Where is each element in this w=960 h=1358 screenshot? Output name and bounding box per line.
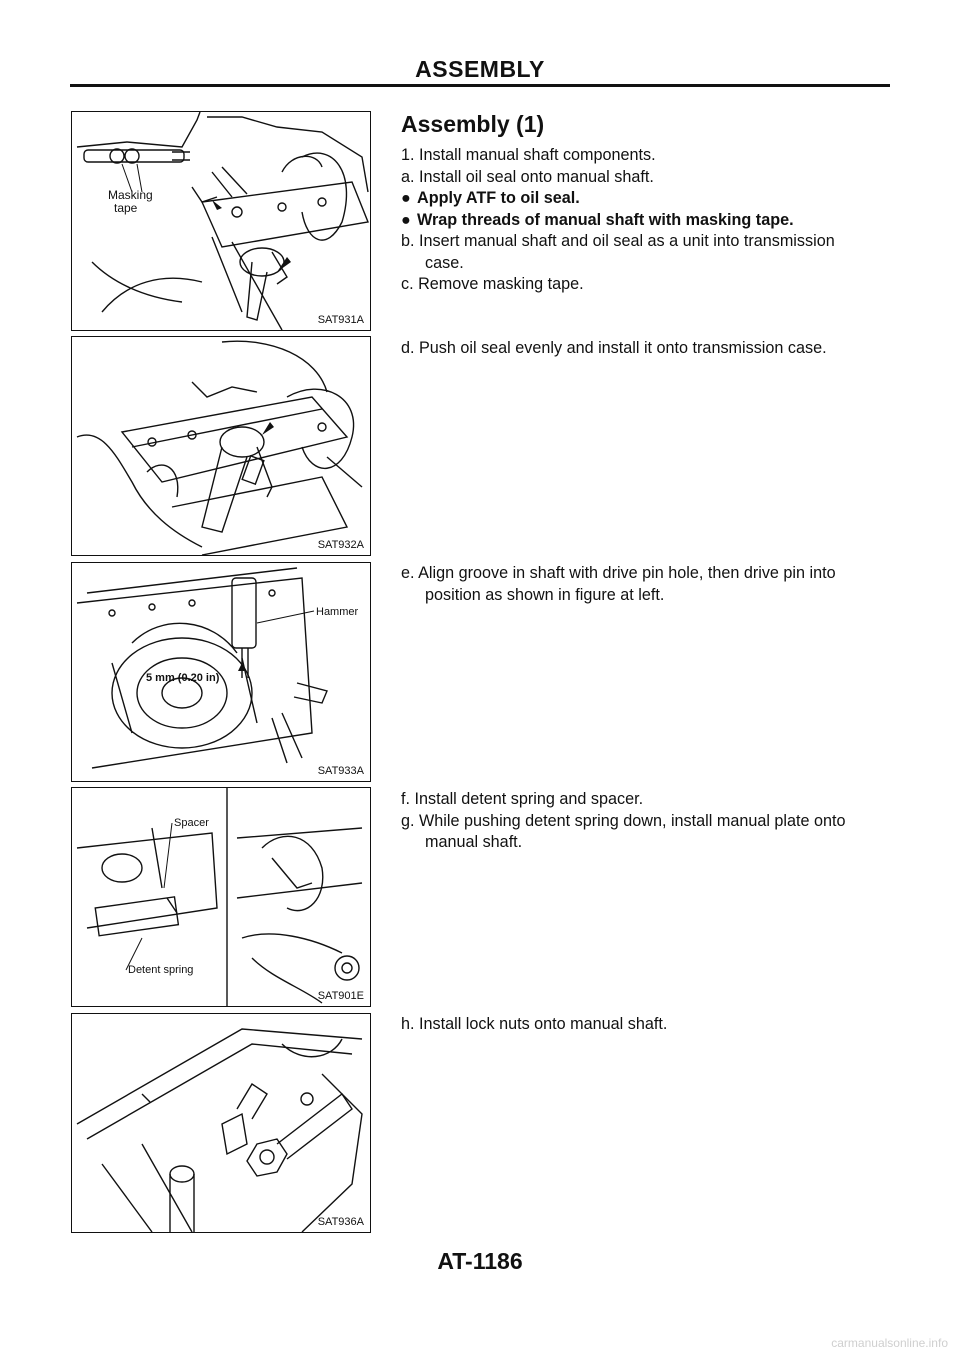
bullet-icon: ● (401, 210, 411, 229)
step-1b: b. Insert manual shaft and oil seal as a unit into transmission (401, 232, 835, 250)
bullet-wrap-threads: ● Wrap threads of manual shaft with masking tape. (401, 210, 891, 232)
step-1d: d. Push oil seal evenly and install it onto transmission case. (401, 339, 827, 357)
figure-sat936a (71, 1013, 371, 1233)
page-number: AT-1186 (437, 1248, 523, 1274)
label-5mm: 5 mm (0.20 in) (146, 672, 220, 684)
step-1b-cont: case. (425, 253, 464, 272)
step-1g: g. While pushing detent spring down, install manual plate onto (401, 811, 846, 830)
step-1e-cont: position as shown in figure at left. (425, 585, 665, 604)
step-1f: f. Install detent spring and spacer. (401, 790, 644, 808)
label-masking: Masking (108, 188, 153, 202)
figure-code: SAT901E (317, 990, 364, 1002)
drive-pin-hammer-illustration (72, 563, 370, 781)
figure-code: SAT936A (317, 1216, 364, 1228)
figure-sat901e (71, 787, 371, 1007)
step-1c: c. Remove masking tape. (401, 275, 584, 293)
step-1g-cont: manual shaft. (425, 833, 523, 851)
figure-code: SAT933A (317, 765, 364, 777)
figure-sat931a (71, 111, 371, 331)
section-title: Assembly (1) (401, 111, 545, 137)
step-block-1 (401, 145, 891, 296)
step-block-4 (401, 789, 891, 854)
page-header: ASSEMBLY (415, 56, 545, 82)
header-rule (70, 84, 890, 87)
lock-nuts-illustration (72, 1014, 370, 1232)
oil-seal-install-illustration (72, 337, 370, 555)
label-hammer: Hammer (316, 606, 359, 618)
figure-code: SAT931A (317, 314, 364, 326)
step-1e: e. Align groove in shaft with drive pin hole, then drive pin into (401, 564, 836, 582)
detent-spring-spacer-illustration (72, 788, 370, 1006)
bullet-apply-atf: ● Apply ATF to oil seal. (401, 188, 891, 210)
step-1h: h. Install lock nuts onto manual shaft. (401, 1015, 668, 1033)
step-block-5 (401, 1014, 891, 1036)
bullet-icon: ● (401, 189, 411, 207)
step-1a: a. Install oil seal onto manual shaft. (401, 167, 654, 186)
manual-shaft-masking-illustration (72, 112, 370, 330)
figure-sat932a (71, 336, 371, 556)
label-detent-spring: Detent spring (128, 964, 194, 976)
watermark: carmanualsonline.info (831, 1336, 948, 1350)
label-tape: tape (114, 201, 138, 215)
step-block-3 (401, 563, 891, 606)
label-spacer: Spacer (174, 817, 209, 829)
figure-code: SAT932A (317, 539, 364, 551)
step-block-2 (401, 338, 891, 360)
figure-sat933a (71, 562, 371, 782)
step-1: 1. Install manual shaft components. (401, 146, 656, 164)
